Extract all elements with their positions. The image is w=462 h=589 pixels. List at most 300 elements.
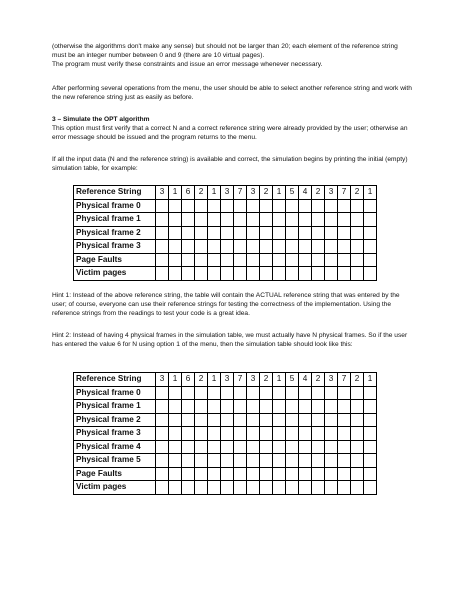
table-cell <box>338 413 351 427</box>
reference-string-value: 2 <box>195 373 208 387</box>
table-cell <box>260 467 273 481</box>
table-cell <box>182 199 195 213</box>
table-cell <box>234 253 247 267</box>
table-cell <box>247 427 260 441</box>
table-cell <box>156 481 169 495</box>
row-label: Victim pages <box>74 267 156 281</box>
table-cell <box>325 481 338 495</box>
table-cell <box>338 440 351 454</box>
table-cell <box>299 253 312 267</box>
table-cell <box>182 413 195 427</box>
row-label: Physical frame 3 <box>74 427 156 441</box>
table-cell <box>312 427 325 441</box>
table-cell <box>221 400 234 414</box>
table-cell <box>325 199 338 213</box>
row-label: Physical frame 1 <box>74 400 156 414</box>
table-cell <box>351 467 364 481</box>
table-cell <box>351 454 364 468</box>
table-cell <box>247 481 260 495</box>
reference-string-value: 2 <box>312 373 325 387</box>
table-cell <box>156 427 169 441</box>
table-cell <box>351 253 364 267</box>
table-cell <box>221 386 234 400</box>
table-cell <box>299 267 312 281</box>
table-cell <box>221 427 234 441</box>
table-cell <box>260 386 273 400</box>
table-cell <box>182 253 195 267</box>
table-cell <box>338 386 351 400</box>
table-cell <box>208 427 221 441</box>
table-cell <box>351 481 364 495</box>
table-cell <box>364 400 377 414</box>
table-cell <box>364 467 377 481</box>
table-cell <box>273 427 286 441</box>
table-cell <box>234 427 247 441</box>
table-cell <box>182 386 195 400</box>
reference-string-value: 4 <box>299 186 312 200</box>
table-cell <box>208 467 221 481</box>
table-cell <box>169 400 182 414</box>
table-cell <box>247 213 260 227</box>
table-cell <box>273 440 286 454</box>
table-cell <box>338 467 351 481</box>
table-row <box>74 213 377 227</box>
table-cell <box>273 481 286 495</box>
table-cell <box>260 440 273 454</box>
reference-string-label: Reference String <box>74 373 156 387</box>
reference-string-value: 6 <box>182 373 195 387</box>
table-cell <box>338 481 351 495</box>
table-cell <box>247 226 260 240</box>
table-cell <box>169 413 182 427</box>
table-cell <box>351 226 364 240</box>
table-cell <box>156 240 169 254</box>
table-cell <box>247 240 260 254</box>
paragraph-hint-2: Hint 2: Instead of having 4 physical frames in the simulation table, we must actually have N physical frames. So if the user has entered the value 6 for N using option 1 of the menu, then the simulation table should look like this: <box>52 332 408 349</box>
table-cell <box>234 454 247 468</box>
table-cell <box>286 413 299 427</box>
table-cell <box>234 213 247 227</box>
table-cell <box>208 454 221 468</box>
table-cell <box>286 213 299 227</box>
reference-string-value: 3 <box>221 373 234 387</box>
table-cell <box>351 413 364 427</box>
table-cell <box>273 240 286 254</box>
table-cell <box>195 240 208 254</box>
table-cell <box>156 440 169 454</box>
table-cell <box>364 413 377 427</box>
table-cell <box>169 467 182 481</box>
table-cell <box>364 267 377 281</box>
table-cell <box>338 213 351 227</box>
table-cell <box>338 267 351 281</box>
reference-string-value: 1 <box>169 373 182 387</box>
reference-string-value: 7 <box>234 186 247 200</box>
table-cell <box>221 267 234 281</box>
table-cell <box>156 213 169 227</box>
reference-string-value: 6 <box>182 186 195 200</box>
table-cell <box>195 427 208 441</box>
table-cell <box>325 440 338 454</box>
table-cell <box>312 226 325 240</box>
table-cell <box>208 267 221 281</box>
table-cell <box>247 454 260 468</box>
table-cell <box>156 400 169 414</box>
section-heading: 3 – Simulate the OPT algorithm <box>52 116 150 123</box>
table-cell <box>312 454 325 468</box>
table-cell <box>325 386 338 400</box>
table-cell <box>208 213 221 227</box>
table-cell <box>273 386 286 400</box>
table-cell <box>299 199 312 213</box>
table-cell <box>325 267 338 281</box>
table-cell <box>312 213 325 227</box>
table-cell <box>156 199 169 213</box>
table-cell <box>195 467 208 481</box>
table-row <box>74 253 377 267</box>
table-cell <box>273 253 286 267</box>
paragraph-hint-1: Hint 1: Instead of the above reference string, the table will contain the ACTUAL reference string that was entered by the user; of course, everyone can use their reference strings for testing the correctness of the implementation. Using the reference strings from the readings to test your code is a great idea. <box>52 292 400 318</box>
table-cell <box>208 413 221 427</box>
table-cell <box>208 253 221 267</box>
table-cell <box>351 240 364 254</box>
table-cell <box>312 400 325 414</box>
table-cell <box>234 400 247 414</box>
row-label: Physical frame 2 <box>74 413 156 427</box>
table-cell <box>299 413 312 427</box>
table-cell <box>351 400 364 414</box>
reference-string-value: 3 <box>156 373 169 387</box>
table-cell <box>299 213 312 227</box>
reference-string-value: 1 <box>364 186 377 200</box>
table-row <box>74 240 377 254</box>
table-cell <box>351 199 364 213</box>
table-cell <box>364 213 377 227</box>
table-cell <box>286 267 299 281</box>
reference-string-value: 3 <box>325 373 338 387</box>
table-cell <box>364 386 377 400</box>
table-cell <box>364 240 377 254</box>
table-cell <box>247 267 260 281</box>
paragraph-initial-table: If all the input data (N and the reference string) is available and correct, the simulation begins by printing the initial (empty) simulation table, for example: <box>52 156 408 173</box>
table-cell <box>325 467 338 481</box>
reference-string-label: Reference String <box>74 186 156 200</box>
table-cell <box>195 413 208 427</box>
paragraph-menu-operations: After performing several operations from the menu, the user should be able to select another reference string and work with the new reference string just as easily as before. <box>52 85 412 102</box>
paragraph-verify-input: This option must first verify that a correct N and a correct reference string were already provided by the user; otherwise an error message should be issued and the program returns to the menu. <box>52 125 408 142</box>
reference-string-value: 2 <box>351 186 364 200</box>
table-cell <box>247 199 260 213</box>
table-cell <box>195 199 208 213</box>
reference-string-value: 5 <box>286 373 299 387</box>
table-cell <box>364 481 377 495</box>
table-cell <box>247 253 260 267</box>
table-cell <box>169 427 182 441</box>
table-cell <box>195 226 208 240</box>
table-cell <box>169 226 182 240</box>
table-cell <box>156 226 169 240</box>
table-cell <box>156 253 169 267</box>
table-cell <box>325 226 338 240</box>
table-cell <box>286 253 299 267</box>
table-cell <box>169 454 182 468</box>
table-cell <box>286 440 299 454</box>
table-cell <box>325 454 338 468</box>
table-cell <box>182 240 195 254</box>
table-cell <box>195 386 208 400</box>
table-cell <box>182 427 195 441</box>
table-row <box>74 427 377 441</box>
table-cell <box>338 253 351 267</box>
table-cell <box>260 454 273 468</box>
table-cell <box>182 267 195 281</box>
reference-string-value: 2 <box>312 186 325 200</box>
table-cell <box>351 427 364 441</box>
table-cell <box>169 440 182 454</box>
table-cell <box>338 454 351 468</box>
table-cell <box>364 226 377 240</box>
table-cell <box>286 226 299 240</box>
table-cell <box>325 240 338 254</box>
reference-string-value: 2 <box>260 186 273 200</box>
table-row <box>74 226 377 240</box>
table-cell <box>286 386 299 400</box>
simulation-table-4-frames <box>73 185 377 281</box>
table-cell <box>260 400 273 414</box>
reference-string-value: 4 <box>299 373 312 387</box>
reference-string-value: 3 <box>221 186 234 200</box>
paragraph-constraints <box>52 42 412 70</box>
table-cell <box>182 400 195 414</box>
table-cell <box>247 467 260 481</box>
table-cell <box>169 240 182 254</box>
table-cell <box>221 440 234 454</box>
table-cell <box>156 386 169 400</box>
table-cell <box>234 240 247 254</box>
table-cell <box>312 386 325 400</box>
table-cell <box>299 427 312 441</box>
table-cell <box>299 400 312 414</box>
table-cell <box>208 440 221 454</box>
table-cell <box>260 413 273 427</box>
reference-string-row <box>74 186 377 200</box>
table-cell <box>221 413 234 427</box>
table-cell <box>195 253 208 267</box>
table-cell <box>325 400 338 414</box>
table-cell <box>208 240 221 254</box>
table-cell <box>182 454 195 468</box>
table-cell <box>338 199 351 213</box>
row-label: Physical frame 0 <box>74 386 156 400</box>
row-label: Physical frame 5 <box>74 454 156 468</box>
reference-string-value: 7 <box>338 186 351 200</box>
table-cell <box>169 213 182 227</box>
table-cell <box>182 440 195 454</box>
reference-string-value: 2 <box>351 373 364 387</box>
table-cell <box>260 253 273 267</box>
table-cell <box>169 267 182 281</box>
reference-string-value: 3 <box>247 186 260 200</box>
table-cell <box>351 267 364 281</box>
simulation-table-6-frames <box>73 372 377 495</box>
table-cell <box>273 467 286 481</box>
reference-string-value: 5 <box>286 186 299 200</box>
table-cell <box>312 467 325 481</box>
paragraph-verify-text: The program must verify these constraints and issue an error message whenever necessary. <box>52 61 323 69</box>
table-cell <box>247 400 260 414</box>
table-cell <box>312 253 325 267</box>
table-cell <box>221 253 234 267</box>
table-cell <box>286 240 299 254</box>
table-cell <box>286 481 299 495</box>
table-cell <box>299 386 312 400</box>
reference-string-value: 3 <box>325 186 338 200</box>
table-cell <box>208 481 221 495</box>
reference-string-value: 1 <box>273 186 286 200</box>
table-cell <box>234 440 247 454</box>
table-cell <box>286 427 299 441</box>
table-cell <box>234 481 247 495</box>
table-row <box>74 199 377 213</box>
table-cell <box>273 413 286 427</box>
row-label: Victim pages <box>74 481 156 495</box>
table-cell <box>364 253 377 267</box>
table-cell <box>260 199 273 213</box>
table-cell <box>195 454 208 468</box>
reference-string-value: 2 <box>195 186 208 200</box>
table-cell <box>273 226 286 240</box>
table-cell <box>260 427 273 441</box>
table-cell <box>195 400 208 414</box>
table-cell <box>208 226 221 240</box>
table-cell <box>208 386 221 400</box>
row-label: Physical frame 0 <box>74 199 156 213</box>
row-label: Physical frame 1 <box>74 213 156 227</box>
table-cell <box>234 226 247 240</box>
table-cell <box>156 467 169 481</box>
table-cell <box>208 400 221 414</box>
table-cell <box>286 199 299 213</box>
table-cell <box>156 267 169 281</box>
table-cell <box>338 400 351 414</box>
table-cell <box>247 440 260 454</box>
table-cell <box>195 481 208 495</box>
reference-string-value: 1 <box>169 186 182 200</box>
table-cell <box>221 199 234 213</box>
reference-string-value: 3 <box>156 186 169 200</box>
table-cell <box>351 386 364 400</box>
table-cell <box>234 467 247 481</box>
table-cell <box>221 481 234 495</box>
row-label: Physical frame 3 <box>74 240 156 254</box>
table-cell <box>208 199 221 213</box>
table-cell <box>221 213 234 227</box>
table-cell <box>182 481 195 495</box>
table-cell <box>156 413 169 427</box>
table-cell <box>247 413 260 427</box>
table-cell <box>169 481 182 495</box>
table-cell <box>299 226 312 240</box>
table-cell <box>273 400 286 414</box>
table-cell <box>299 481 312 495</box>
table-cell <box>182 467 195 481</box>
row-label: Physical frame 4 <box>74 440 156 454</box>
table-cell <box>195 267 208 281</box>
reference-string-value: 7 <box>234 373 247 387</box>
table-cell <box>182 226 195 240</box>
table-cell <box>364 199 377 213</box>
table-cell <box>312 440 325 454</box>
table-cell <box>156 454 169 468</box>
table-cell <box>312 481 325 495</box>
table-cell <box>286 400 299 414</box>
table-row <box>74 467 377 481</box>
table-cell <box>260 226 273 240</box>
table-cell <box>312 413 325 427</box>
table-cell <box>260 481 273 495</box>
row-label: Page Faults <box>74 253 156 267</box>
table-row <box>74 454 377 468</box>
table-cell <box>195 213 208 227</box>
table-cell <box>195 440 208 454</box>
table-row <box>74 413 377 427</box>
table-cell <box>364 427 377 441</box>
table-cell <box>221 240 234 254</box>
table-row <box>74 267 377 281</box>
table-cell <box>221 226 234 240</box>
row-label: Physical frame 2 <box>74 226 156 240</box>
table-cell <box>325 253 338 267</box>
table-row <box>74 440 377 454</box>
reference-string-value: 1 <box>364 373 377 387</box>
paragraph-constraints-text: (otherwise the algorithms don't make any sense) but should not be larger than 20; each element of the reference string must be an integer number between 0 and 9 (there are 10 virtual pages). <box>52 43 398 60</box>
table-cell <box>260 267 273 281</box>
table-cell <box>325 427 338 441</box>
table-cell <box>169 199 182 213</box>
table-cell <box>351 440 364 454</box>
table-cell <box>299 240 312 254</box>
reference-string-value: 1 <box>208 186 221 200</box>
table-cell <box>234 267 247 281</box>
reference-string-value: 3 <box>247 373 260 387</box>
table-cell <box>260 213 273 227</box>
table-cell <box>299 454 312 468</box>
table-cell <box>273 199 286 213</box>
reference-string-value: 1 <box>208 373 221 387</box>
reference-string-value: 1 <box>273 373 286 387</box>
table-row <box>74 386 377 400</box>
table-cell <box>312 199 325 213</box>
table-cell <box>312 240 325 254</box>
table-cell <box>286 454 299 468</box>
table-cell <box>325 213 338 227</box>
table-cell <box>338 240 351 254</box>
row-label: Page Faults <box>74 467 156 481</box>
table-cell <box>273 267 286 281</box>
table-cell <box>364 454 377 468</box>
table-cell <box>260 240 273 254</box>
table-cell <box>221 454 234 468</box>
table-cell <box>234 413 247 427</box>
table-cell <box>364 440 377 454</box>
table-cell <box>273 213 286 227</box>
table-cell <box>234 199 247 213</box>
table-row <box>74 481 377 495</box>
reference-string-value: 7 <box>338 373 351 387</box>
table-cell <box>182 213 195 227</box>
table-cell <box>351 213 364 227</box>
table-row <box>74 400 377 414</box>
